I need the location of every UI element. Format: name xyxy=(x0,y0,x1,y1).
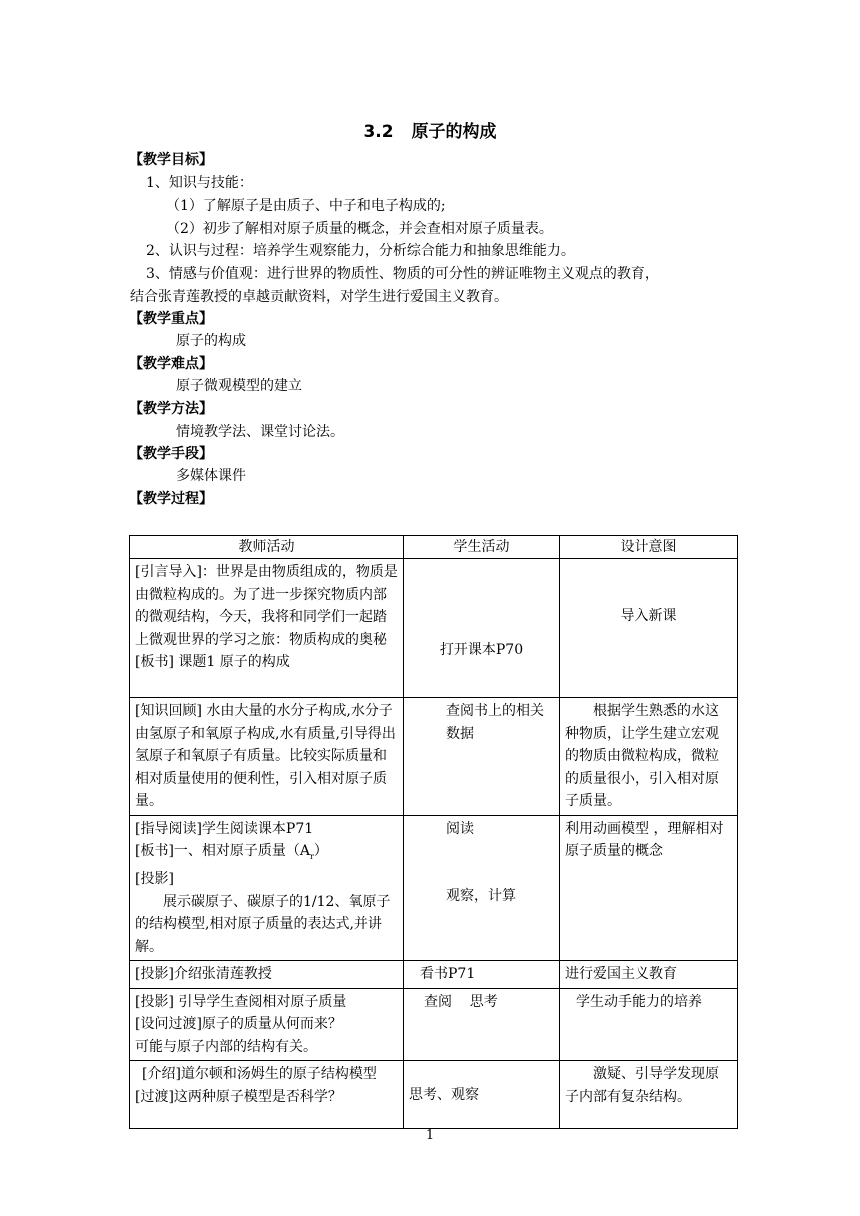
header-intent: 设计意图 xyxy=(560,536,738,559)
table-row xyxy=(130,961,738,989)
student-cell: 看书P71 xyxy=(404,961,560,989)
intent-cell: 学生动手能力的培养 xyxy=(560,988,738,1061)
table-header-row xyxy=(130,536,738,559)
student-text: 观察，计算 xyxy=(446,888,516,904)
intent-cell: 根据学生熟悉的水这种物质，让学生建立宏观的物质由微粒构成，微粒的质量很小，引入相对原子质量。 xyxy=(560,698,738,816)
intent-cell: 利用动画模型 ，理解相对原子质量的概念 xyxy=(560,815,738,961)
teacher-text: [设问过渡]原子的质量从何而来？ xyxy=(135,1016,342,1033)
page-number: 1 xyxy=(425,1128,435,1143)
table-row xyxy=(130,1061,738,1129)
section-number: 3.2 xyxy=(363,122,394,142)
teacher-text: 可能与原子内部的结构有关。 xyxy=(135,1038,317,1055)
teacher-cell: [知识回顾] 水由大量的水分子构成,水分子由氢原子和氧原子构成,水有质量,引导得出氢原子和氧原子有质量。比较实际质量和相对质量使用的便利性，引入相对原子质量。 xyxy=(130,698,404,816)
student-cell: 查阅 思考 xyxy=(404,988,560,1061)
teacher-cell xyxy=(130,1061,404,1129)
goal-2: 2、认识与过程：培养学生观察能力，分析综合能力和抽象思维能力。 xyxy=(146,243,575,259)
key-heading: 【教学重点】 xyxy=(129,311,213,327)
difficulty-text: 原子微观模型的建立 xyxy=(176,378,302,394)
goals-heading: 【教学目标】 xyxy=(129,152,213,168)
section-title: 原子的构成 xyxy=(411,122,497,142)
table-row xyxy=(130,559,738,698)
teacher-cell xyxy=(130,988,404,1061)
goal-3-line2: 结合张青莲教授的卓越贡献资料，对学生进行爱国主义教育。 xyxy=(130,289,508,305)
goal-1: 1、知识与技能： xyxy=(146,175,253,191)
key-text: 原子的构成 xyxy=(176,333,246,349)
page-title xyxy=(0,117,860,142)
goal-1a: （1）了解原子是由质子、中子和电子构成的; xyxy=(166,198,446,214)
teacher-text: [引言导入]：世界是由物质组成的，物质是由微粒构成的。为了进一步探究物质内部的微观结构，今天，我将和同学们一起踏上微观世界的学习之旅：物质构成的奥秘 xyxy=(135,564,398,648)
method-text: 情境教学法、课堂讨论法。 xyxy=(176,424,344,440)
intent-cell: 导入新课 xyxy=(560,559,738,698)
student-cell: 思考、观察 xyxy=(404,1061,560,1129)
table-row xyxy=(130,988,738,1061)
teacher-cell xyxy=(130,815,404,961)
teacher-text: [介绍]道尔顿和汤姆生的原子结构模型 xyxy=(142,1066,377,1083)
goal-3-line1: 3、情感与价值观：进行世界的物质性、物质的可分性的辨证唯物主义观点的教育， xyxy=(146,266,659,282)
teacher-text: [指导阅读]学生阅读课本P71 xyxy=(135,820,314,837)
means-text: 多媒体课件 xyxy=(176,468,246,484)
teacher-text: [投影] 引导学生查阅相对原子质量 xyxy=(135,993,347,1010)
teacher-text: 展示碳原子、碳原子的1/12、氧原子的结构模型,相对原子质量的表达式,并讲解。 xyxy=(135,893,391,955)
intent-cell: 进行爱国主义教育 xyxy=(560,961,738,989)
teacher-cell xyxy=(130,559,404,698)
table-row xyxy=(130,698,738,816)
method-heading: 【教学方法】 xyxy=(129,401,213,417)
teacher-cell: [投影]介绍张清莲教授 xyxy=(130,961,404,989)
means-heading: 【教学手段】 xyxy=(129,446,213,462)
student-cell xyxy=(404,815,560,961)
goal-1b: （2）初步了解相对原子质量的概念，并会查相对原子质量表。 xyxy=(166,221,553,237)
header-teacher: 教师活动 xyxy=(130,536,404,559)
difficulty-heading: 【教学难点】 xyxy=(129,356,213,372)
process-table xyxy=(129,535,738,1129)
student-text: 阅读 xyxy=(446,820,474,837)
teacher-text: [投影] xyxy=(135,871,174,888)
student-cell: 打开课本P70 xyxy=(404,559,560,698)
teacher-text: [过渡]这两种原子模型是否科学？ xyxy=(135,1088,342,1105)
teacher-text: [板书] 课题1 原子的构成 xyxy=(135,654,290,670)
intent-cell: 激疑、引导学发现原子内部有复杂结构。 xyxy=(560,1061,738,1129)
student-cell: 查阅书上的相关数据 xyxy=(404,698,560,816)
teacher-text: [板书]一、相对原子质量$(A_r)$ xyxy=(135,843,328,861)
process-heading: 【教学过程】 xyxy=(129,491,213,507)
header-student: 学生活动 xyxy=(404,536,560,559)
table-row xyxy=(130,815,738,961)
